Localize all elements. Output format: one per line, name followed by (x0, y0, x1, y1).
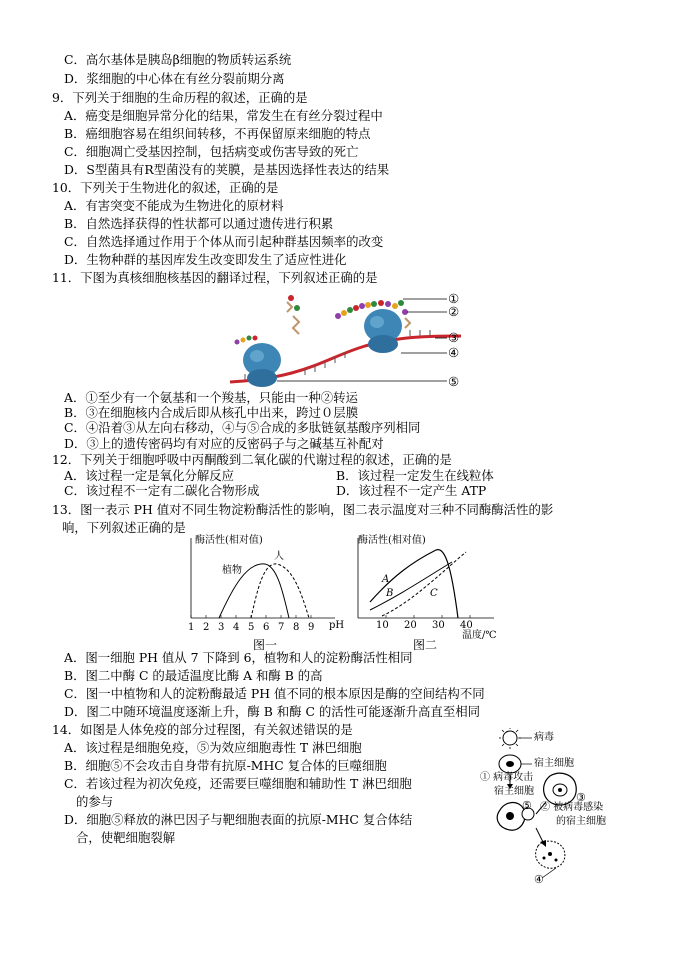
q14-option-c-line1: C．若该过程为初次免疫，还需要巨噬细胞和辅助性 T 淋巴细胞 (64, 776, 412, 791)
figure-2-ylabel: 酶活性(相对值) (358, 535, 426, 546)
q13-stem-line1: 13．图一表示 PH 值对不同生物淀粉酶活性的影响，图二表示温度对三种不同酶酶活性的影 (52, 502, 554, 517)
q11-option-a: A．①至少有一个氨基和一个羧基，只能由一种②转运 (64, 390, 358, 405)
q14-option-c-line2: 的参与 (76, 794, 114, 809)
q10-option-c: C．自然选择通过作用于个体从而引起种群基因频率的改变 (64, 234, 384, 249)
q11-label-2: ② (448, 304, 460, 319)
q14-fig-host-label: 宿主细胞 (534, 758, 574, 769)
ribosome-left (243, 343, 281, 387)
figure-2-xunit: 温度/℃ (462, 630, 497, 641)
q9-option-b: B．癌细胞容易在组织间转移，不再保留原来细胞的特点 (64, 126, 371, 141)
figure-2-label-c: C (430, 588, 438, 599)
q10-option-d: D．生物种群的基因库发生改变即发生了适应性进化 (64, 252, 347, 267)
q14-stem: 14．如图是人体免疫的部分过程图，有关叙述错误的是 (52, 722, 353, 737)
q14-fig-step2a: ② 被病毒感染 (540, 802, 604, 813)
q8-option-c: C．高尔基体是胰岛β细胞的物质转运系统 (64, 52, 292, 67)
ribosome-right (364, 309, 402, 353)
q9-option-c: C．细胞凋亡受基因控制，包括病变或伤害导致的死亡 (64, 144, 359, 159)
figure-1-xunit: pH (329, 620, 345, 631)
figure-1-caption: 图一 (252, 638, 277, 652)
q14-fig-step1b: 宿主细胞 (494, 786, 534, 797)
q11-label-5: ⑤ (448, 374, 460, 389)
figure-2-xtick-20: 20 (404, 620, 417, 631)
q14-option-d-line2: 合，使靶细胞裂解 (76, 830, 176, 845)
q11-label-4: ④ (448, 345, 460, 360)
q11-option-c: C．④沿着③从左向右移动，④与⑤合成的多肽链氨基酸序列相同 (64, 420, 421, 435)
q14-option-a: A．该过程是细胞免疫，⑤为效应细胞毒性 T 淋巴细胞 (64, 740, 362, 755)
q14-fig-virus-label: 病毒 (534, 732, 554, 743)
q11-stem: 11．下图为真核细胞核基因的翻译过程，下列叙述正确的是 (52, 270, 378, 285)
q10-stem: 10．下列关于生物进化的叙述，正确的是 (52, 180, 279, 195)
translation-diagram (225, 288, 475, 393)
virus-icon (499, 728, 521, 749)
figure-2-xtick-30: 30 (432, 620, 445, 631)
q13-option-b: B．图二中酶 C 的最适温度比酶 A 和酶 B 的高 (64, 668, 323, 683)
figure-1-label-plant: 植物 (222, 565, 242, 576)
figure-2-label-b: B (386, 588, 394, 599)
lysed-cell-icon (536, 841, 565, 868)
q13-stem-line2: 响，下列叙述正确的是 (62, 520, 186, 535)
q11-option-b: B．③在细胞核内合成后即从核孔中出来，跨过０层膜 (64, 405, 359, 420)
q12-option-c: C．该过程不一定有二碳化合物形成 (64, 483, 260, 498)
q11-label-3: ③ (448, 330, 460, 345)
q8-option-d: D．浆细胞的中心体在有丝分裂前期分离 (64, 71, 285, 86)
q12-option-d: D．该过程不一定产生 ATP (336, 483, 487, 498)
q13-option-d: D．图二中随环境温度逐渐上升，酶 B 和酶 C 的活性可能逐渐升高直至相同 (64, 704, 480, 719)
figure-1-label-human: 人 (274, 551, 284, 562)
q11-option-d: D．③上的遗传密码均有对应的反密码子与之碱基互补配对 (64, 436, 384, 451)
figure-2-label-a: A (382, 574, 390, 585)
q14-fig-label-3: ③ (576, 791, 586, 804)
q13-option-c: C．图一中植物和人的淀粉酶最适 PH 值不同的根本原因是酶的空间结构不同 (64, 686, 485, 701)
q14-option-d-line1: D．细胞⑤释放的淋巴因子与靶细胞表面的抗原-MHC 复合体结 (64, 812, 413, 827)
q14-fig-label-5: ⑤ (522, 799, 532, 812)
q12-option-b: B．该过程一定发生在线粒体 (336, 468, 494, 483)
q14-fig-step1a: ① 病毒攻击 (480, 772, 534, 783)
figure-1-ylabel: 酶活性(相对值) (195, 535, 263, 546)
figure-2-xtick-40: 40 (460, 620, 473, 631)
q13-option-a: A．图一细胞 PH 值从 7 下降到 6，植物和人的淀粉酶活性相同 (64, 650, 413, 665)
q10-option-a: A．有害突变不能成为生物进化的原材料 (64, 198, 284, 213)
q9-option-a: A．癌变是细胞异常分化的结果，常发生在有丝分裂过程中 (64, 108, 383, 123)
q12-option-a: A．该过程一定是氧化分解反应 (64, 468, 235, 483)
q9-stem: 9．下列关于细胞的生命历程的叙述，正确的是 (52, 90, 308, 105)
q12-stem: 12．下列关于细胞呼吸中丙酮酸到二氧化碳的代谢过程的叙述，正确的是 (52, 452, 452, 467)
q14-fig-label-4: ④ (534, 873, 544, 886)
q14-option-b: B．细胞⑤不会攻击自身带有抗原-MHC 复合体的巨噬细胞 (64, 758, 387, 773)
human-curve (251, 564, 309, 618)
figure-2-caption: 图二 (412, 638, 437, 652)
figure-2-xtick-10: 10 (376, 620, 389, 631)
q9-option-d: D．S型菌具有R型菌没有的荚膜，是基因选择性表达的结果 (64, 162, 390, 177)
q11-label-1: ① (448, 291, 460, 306)
q10-option-b: B．自然选择获得的性状都可以通过遗传进行积累 (64, 216, 334, 231)
q14-fig-step2b: 的宿主细胞 (556, 816, 606, 827)
